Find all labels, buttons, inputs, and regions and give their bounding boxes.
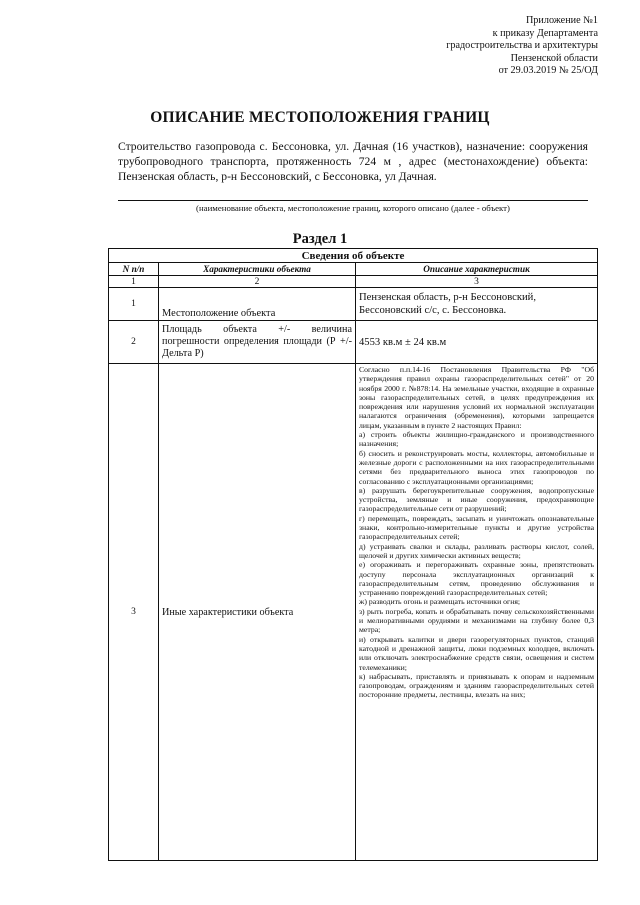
appendix-line: от 29.03.2019 № 25/ОД (498, 65, 598, 77)
restriction-item: д) устраивать свалки и склады, разливать растворы кислот, солей, щелочей и других химически активных веществ; (359, 541, 595, 560)
restriction-item: г) перемещать, повреждать, засыпать и уничтожать опознавательные знаки, контрольно-измерительные пункты и другие устройства газораспределительных сетей; (359, 513, 595, 542)
section-title: Раздел 1 (292, 231, 348, 247)
restriction-item: а) строить объекты жилищно-гражданского и производственного назначения; (359, 430, 595, 449)
appendix-line: к приказу Департамента (492, 27, 598, 39)
restriction-item: в) разрушать берегоукрепительные сооружения, водопропускные устройства, земляные и иные сооружения, предохраняющие газораспределительные сети от разрушений; (359, 485, 595, 514)
description-underline (118, 200, 588, 201)
row-number: 3 (109, 364, 159, 861)
column-number: 3 (356, 276, 598, 288)
appendix-line: Приложение №1 (525, 15, 598, 26)
restriction-item: з) рыть погреба, копать и обрабатывать почву сельскохозяйственными и мелиоративными орудиями и механизмами на глубину более 0,3 метра; (359, 606, 595, 635)
column-number: 1 (109, 276, 159, 288)
restriction-item: е) огораживать и перегораживать охранные зоны, препятствовать доступу персонала эксплуатационных организаций к газораспределительным сетям, проведению обслуживания и устранению повреждений газораспределительных сетей; (359, 560, 595, 598)
row-description (356, 364, 598, 861)
row-description (356, 288, 598, 321)
restriction-item: б) сносить и реконструировать мосты, коллекторы, автомобильные и железные дороги с расположенными на них газораспределительными сетями без предварительного выноса этих газопроводов по согласованию с эксплуатационными организациями; (359, 448, 595, 486)
row-characteristic: Иные характеристики объекта (159, 364, 356, 861)
description-line: 4553 кв.м ± 24 кв.м (359, 336, 447, 348)
table-row (109, 364, 598, 861)
restriction-item: и) открывать калитки и двери газорегуляторных пунктов, станций катодной и дренажной защиты, люки подземных колодцев, включать или отключать электроснабжение средств связи, освещения и систем телемеханики; (359, 634, 595, 672)
column-header-number: N п/п (109, 263, 159, 276)
restriction-item: ж) разводить огонь и размещать источники огня; (359, 597, 521, 607)
description-line: Бессоновский с/с, с. Бессоновка. (359, 305, 507, 316)
row-number: 1 (109, 288, 159, 321)
row-characteristic: Площадь объекта +/- величина погрешности определения площади (Р +/- Дельта Р) (159, 321, 356, 364)
object-caption: (наименование объекта, местоположение границ, которого описано (далее - объект) (196, 203, 510, 213)
table-header: Сведения об объекте (109, 249, 598, 263)
row-number: 2 (109, 321, 159, 364)
page-title: ОПИСАНИЕ МЕСТОПОЛОЖЕНИЯ ГРАНИЦ (150, 109, 490, 126)
appendix-header (338, 15, 598, 78)
row-description (356, 321, 598, 364)
column-number: 2 (159, 276, 356, 288)
table-row (109, 288, 598, 321)
row-characteristic: Местоположение объекта (159, 288, 356, 321)
table-row (109, 321, 598, 364)
appendix-line: Пензенской области (510, 52, 598, 64)
appendix-line: градостроительства и архитектуры (446, 40, 598, 52)
description-line: Пензенская область, р-н Бессоновский, (359, 292, 536, 303)
object-info-table (108, 248, 598, 861)
restriction-item: к) набрасывать, приставлять и привязывать к опорам и надземным газопроводам, ограждениям и зданиям газораспределительных сетей посторонние предметы, лестницы, влезать на них; (359, 671, 595, 700)
column-header-description: Описание характеристик (356, 263, 598, 276)
object-description: Строительство газопровода с. Бессоновка, ул. Дачная (16 участков), назначение: сооружения трубопроводного транспорта, протяженность 724 м , адрес (местонахождение) объекта: Пензенская область, р-н Бессоновский, с Бессоновка, ул Дачная. (118, 140, 588, 183)
column-header-characteristic: Характеристики объекта (159, 263, 356, 276)
restriction-paragraph: Согласно п.п.14-16 Постановления Правительства РФ "Об утверждения правил охраны газораспределительных сетей" от 20 ноября 2000 г. №878:14. На земельные участки, входящие в охранные зоны газораспределительных сетей, в целях предупреждения их повреждения или нарушения условий их нормальной эксплуатации налагаются ограничения (обременения), которыми запрещается лицам, указанным в пункте 2 настоящих Правил: (359, 365, 595, 430)
